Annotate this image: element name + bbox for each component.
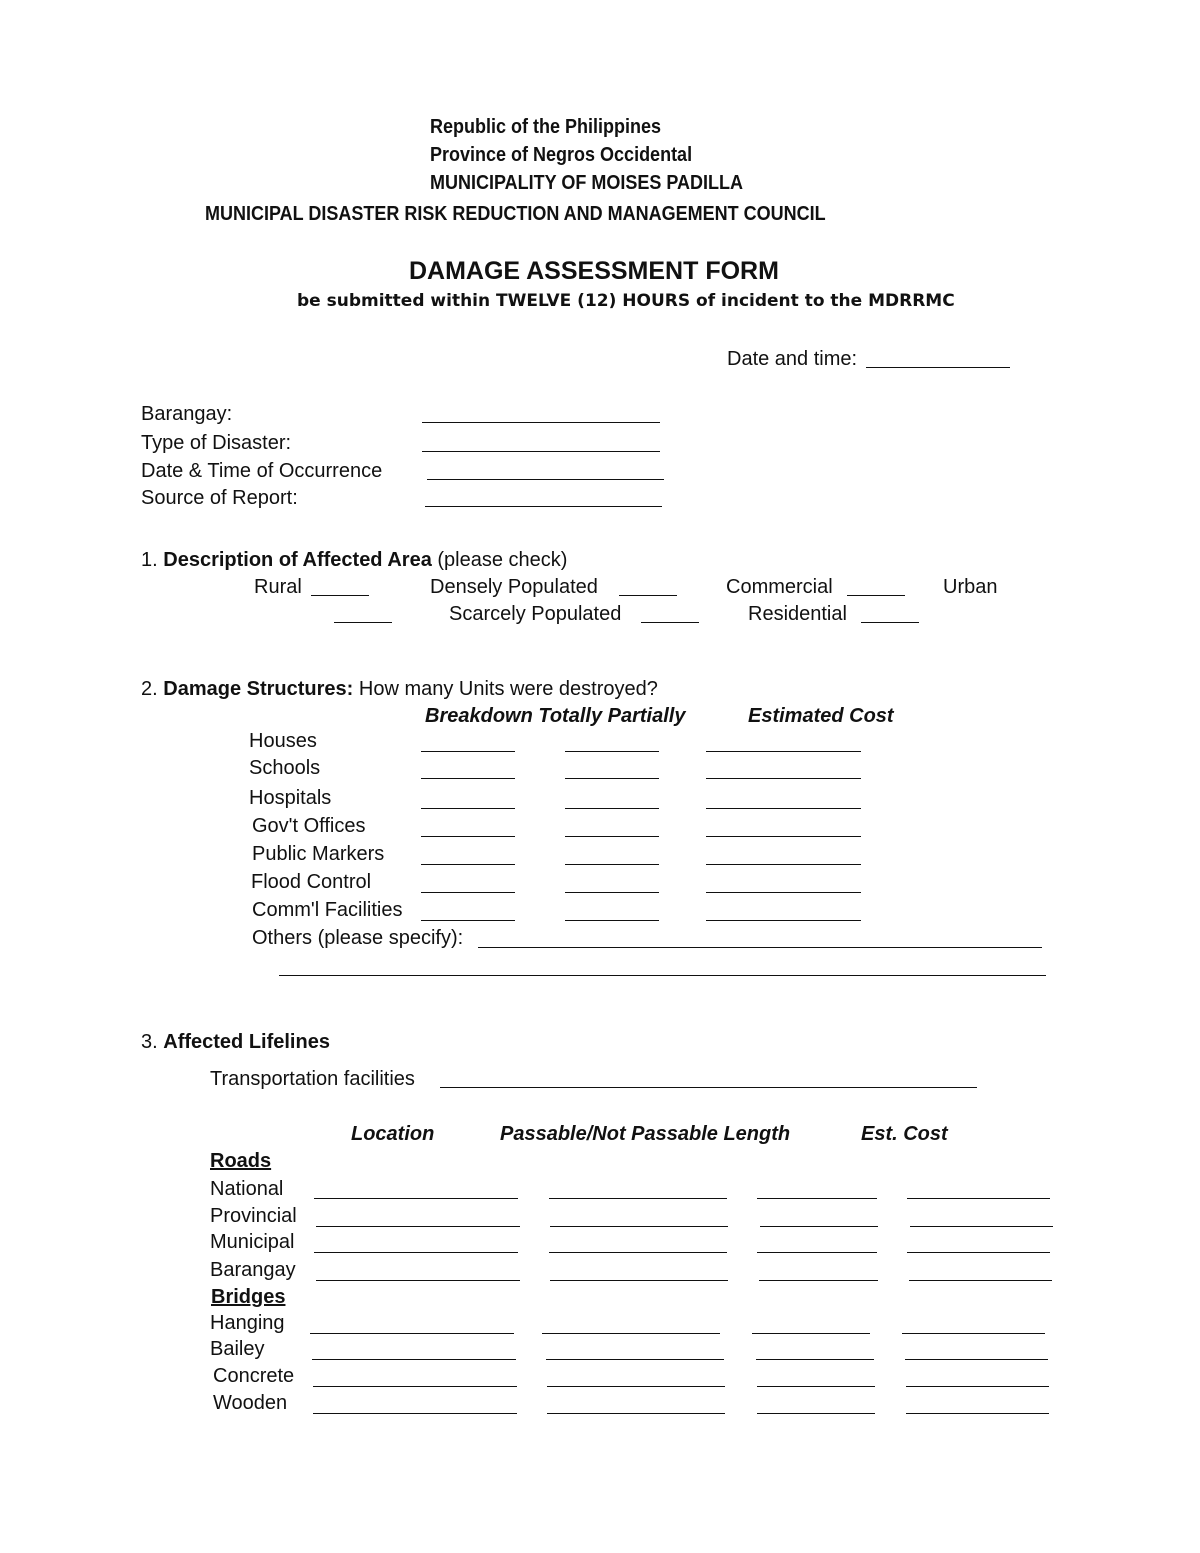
location-blank[interactable] [316, 1280, 520, 1281]
column-location: Location [351, 1123, 435, 1145]
road-label: National [210, 1178, 284, 1200]
location-blank[interactable] [314, 1252, 518, 1253]
partially-blank[interactable] [565, 920, 659, 921]
bridge-label: Hanging [210, 1312, 285, 1334]
cost-blank[interactable] [706, 808, 861, 809]
est-cost-blank[interactable] [907, 1252, 1050, 1253]
barangay-label: Barangay: [141, 403, 233, 425]
section3-heading [141, 1032, 330, 1052]
section3-number: 3. [141, 1031, 158, 1053]
section3-title: Affected Lifelines [163, 1031, 330, 1053]
totally-blank[interactable] [421, 751, 515, 752]
option-densely-populated-blank[interactable] [619, 595, 677, 596]
cost-blank[interactable] [706, 751, 861, 752]
partially-blank[interactable] [565, 808, 659, 809]
form-title: DAMAGE ASSESSMENT FORM [409, 257, 779, 285]
length-blank[interactable] [760, 1226, 878, 1227]
location-blank[interactable] [310, 1333, 514, 1334]
totally-blank[interactable] [421, 836, 515, 837]
est-cost-blank[interactable] [910, 1226, 1053, 1227]
passable-blank[interactable] [550, 1280, 728, 1281]
cost-blank[interactable] [706, 892, 861, 893]
partially-blank[interactable] [565, 751, 659, 752]
bridge-label: Wooden [213, 1392, 288, 1414]
passable-blank[interactable] [547, 1386, 725, 1387]
column-breakdown: Breakdown Totally Partially [425, 705, 686, 727]
location-blank[interactable] [313, 1386, 517, 1387]
est-cost-blank[interactable] [905, 1359, 1048, 1360]
totally-blank[interactable] [421, 892, 515, 893]
passable-blank[interactable] [549, 1252, 727, 1253]
structure-label: Public Markers [252, 843, 385, 865]
type-of-disaster-blank[interactable] [422, 451, 660, 452]
section2-number: 2. [141, 678, 158, 700]
passable-blank[interactable] [547, 1413, 725, 1414]
transportation-label: Transportation facilities [210, 1068, 415, 1090]
passable-blank[interactable] [542, 1333, 720, 1334]
source-of-report-blank[interactable] [425, 506, 662, 507]
est-cost-blank[interactable] [902, 1333, 1045, 1334]
cost-blank[interactable] [706, 920, 861, 921]
province-line: Province of Negros Occidental [430, 144, 693, 166]
section1-title: Description of Affected Area [163, 549, 432, 571]
partially-blank[interactable] [565, 864, 659, 865]
form-subtitle: be submitted within TWELVE (12) HOURS of incident to the MDRRMC [297, 291, 955, 311]
municipality-line: MUNICIPALITY OF MOISES PADILLA [430, 172, 744, 194]
bridge-label: Bailey [210, 1338, 265, 1360]
section1-heading [141, 550, 567, 570]
column-passable: Passable/Not Passable Length [500, 1123, 791, 1145]
structure-label: Hospitals [249, 787, 332, 809]
location-blank[interactable] [314, 1198, 518, 1199]
structure-label: Flood Control [251, 871, 372, 893]
est-cost-blank[interactable] [906, 1413, 1049, 1414]
cost-blank[interactable] [706, 836, 861, 837]
option-rural-label: Rural [254, 576, 302, 598]
option-residential-label: Residential [748, 603, 847, 625]
option-rural-blank[interactable] [311, 595, 369, 596]
type-of-disaster-label: Type of Disaster: [141, 432, 292, 454]
length-blank[interactable] [756, 1359, 874, 1360]
est-cost-blank[interactable] [906, 1386, 1049, 1387]
length-blank[interactable] [759, 1280, 878, 1281]
date-time-occurrence-blank[interactable] [427, 479, 664, 480]
section1-note: (please check) [437, 549, 568, 571]
length-blank[interactable] [757, 1198, 877, 1199]
section1-number: 1. [141, 549, 158, 571]
passable-blank[interactable] [549, 1198, 727, 1199]
column-estimated-cost: Estimated Cost [748, 705, 894, 727]
location-blank[interactable] [313, 1413, 517, 1414]
cost-blank[interactable] [706, 864, 861, 865]
road-label: Barangay [210, 1259, 296, 1281]
totally-blank[interactable] [421, 778, 515, 779]
date-time-blank[interactable] [866, 367, 1010, 368]
structure-label: Gov't Offices [252, 815, 366, 837]
passable-blank[interactable] [550, 1226, 728, 1227]
option-commercial-label: Commercial [726, 576, 833, 598]
section2-question: How many Units were destroyed? [358, 678, 658, 700]
section2-title: Damage Structures: [163, 678, 354, 700]
structure-label: Comm'l Facilities [252, 899, 403, 921]
date-time-occurrence-label: Date & Time of Occurrence [141, 460, 383, 482]
totally-blank[interactable] [421, 808, 515, 809]
source-of-report-label: Source of Report: [141, 487, 298, 509]
others-blank-continued[interactable] [279, 975, 1046, 976]
road-label: Provincial [210, 1205, 297, 1227]
barangay-blank[interactable] [422, 422, 660, 423]
date-time-label: Date and time: [727, 348, 858, 370]
column-est-cost: Est. Cost [861, 1123, 948, 1145]
length-blank[interactable] [757, 1413, 875, 1414]
length-blank[interactable] [757, 1252, 877, 1253]
totally-blank[interactable] [421, 864, 515, 865]
totally-blank[interactable] [421, 920, 515, 921]
option-scarcely-populated-blank[interactable] [641, 622, 699, 623]
option-urban-blank[interactable] [334, 622, 392, 623]
est-cost-blank[interactable] [909, 1280, 1052, 1281]
bridge-label: Concrete [213, 1365, 295, 1387]
republic-line: Republic of the Philippines [430, 116, 662, 138]
council-line: MUNICIPAL DISASTER RISK REDUCTION AND MANAGEMENT COUNCIL [205, 203, 826, 225]
option-residential-blank[interactable] [861, 622, 919, 623]
location-blank[interactable] [316, 1226, 520, 1227]
cost-blank[interactable] [706, 778, 861, 779]
option-densely-populated-label: Densely Populated [430, 576, 598, 598]
partially-blank[interactable] [565, 836, 659, 837]
others-blank[interactable] [478, 947, 1042, 948]
option-commercial-blank[interactable] [847, 595, 905, 596]
option-urban-label: Urban [943, 576, 998, 598]
road-label: Municipal [210, 1231, 295, 1253]
section2-heading [141, 679, 658, 699]
bridges-heading: Bridges [211, 1286, 286, 1308]
location-blank[interactable] [312, 1359, 516, 1360]
others-label: Others (please specify): [252, 927, 464, 949]
option-scarcely-populated-label: Scarcely Populated [449, 603, 622, 625]
roads-heading: Roads [210, 1150, 272, 1172]
passable-blank[interactable] [546, 1359, 724, 1360]
length-blank[interactable] [752, 1333, 870, 1334]
partially-blank[interactable] [565, 892, 659, 893]
transportation-blank[interactable] [440, 1087, 977, 1088]
partially-blank[interactable] [565, 778, 659, 779]
est-cost-blank[interactable] [907, 1198, 1050, 1199]
structure-label: Schools [249, 757, 321, 779]
structure-label: Houses [249, 730, 317, 752]
length-blank[interactable] [757, 1386, 875, 1387]
